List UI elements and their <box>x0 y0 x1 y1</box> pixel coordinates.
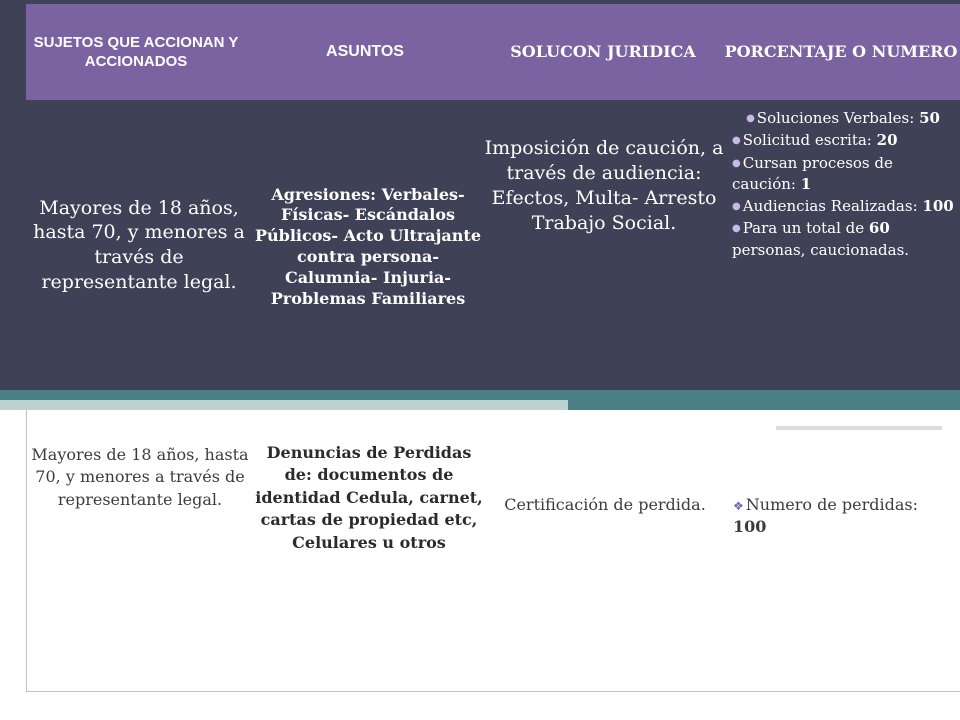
bullet-icon: ● <box>732 157 741 169</box>
left-decor-strip <box>0 0 26 404</box>
list-item <box>732 196 954 217</box>
list-item <box>732 108 954 129</box>
diamond-bullet-icon: ❖ <box>733 499 744 513</box>
divider-stripe <box>0 390 960 400</box>
item-value: 20 <box>876 131 898 150</box>
header-solucion: SOLUCON JURIDICA <box>510 41 696 61</box>
item-label: Numero de perdidas: <box>745 495 918 514</box>
cell-porcentaje <box>725 410 960 691</box>
bullet-icon: ● <box>746 113 755 124</box>
item-value: 100 <box>733 517 767 537</box>
bullet-icon: ● <box>732 135 741 147</box>
item-value: 100 <box>922 197 954 216</box>
decor-bar <box>568 410 890 415</box>
cell-asuntos: Agresiones: Verbales- Físicas- Escándalos Públicos- Acto Ultrajante contra persona- Calumnia- Injuria- Problemas Familiares <box>254 184 481 308</box>
stats-list <box>732 108 954 261</box>
cell-solucion: Imposición de caución, a través de audiencia: Efectos, Multa- Arresto Trabajo Social. <box>484 137 724 235</box>
cell-solucion: Certificación de perdida. <box>504 495 706 514</box>
cell-asuntos: Denuncias de Perdidas de: documentos de identidad Cedula, carnet, cartas de propiedad etc, Celulares u otros <box>255 443 483 552</box>
divider-stripe-accent <box>568 400 960 410</box>
header-asuntos: ASUNTOS <box>326 42 404 60</box>
item-label: Para un total de <box>742 219 865 238</box>
table-row <box>26 100 960 390</box>
bottom-border <box>26 691 960 692</box>
item-label: Soluciones Verbales: <box>756 109 915 127</box>
item-suffix: personas, caucionadas. <box>732 240 910 259</box>
header-porcentaje: PORCENTAJE O NUMERO <box>724 41 958 61</box>
item-value: 50 <box>919 109 940 127</box>
item-label: Audiencias Realizadas: <box>742 197 918 216</box>
table-header <box>26 4 960 100</box>
cell-sujetos: Mayores de 18 años, hasta 70, y menores a través de representante legal. <box>31 445 249 509</box>
bullet-icon: ● <box>732 201 741 213</box>
bullet-icon: ● <box>732 223 741 235</box>
item-value: 1 <box>800 174 812 193</box>
item-label: Cursan procesos de caución: <box>732 153 893 193</box>
list-item <box>732 153 954 196</box>
table-row <box>26 410 960 692</box>
item-label: Solicitud escrita: <box>742 131 872 150</box>
cell-sujetos: Mayores de 18 años, hasta 70, y menores a través de representante legal. <box>33 196 245 293</box>
list-item <box>732 130 954 151</box>
cell-porcentaje <box>724 100 960 390</box>
list-item <box>732 218 954 261</box>
item-value: 60 <box>868 219 890 238</box>
header-sujetos: SUJETOS QUE ACCIONAN Y ACCIONADOS <box>33 33 239 70</box>
decor-bar <box>776 426 942 430</box>
